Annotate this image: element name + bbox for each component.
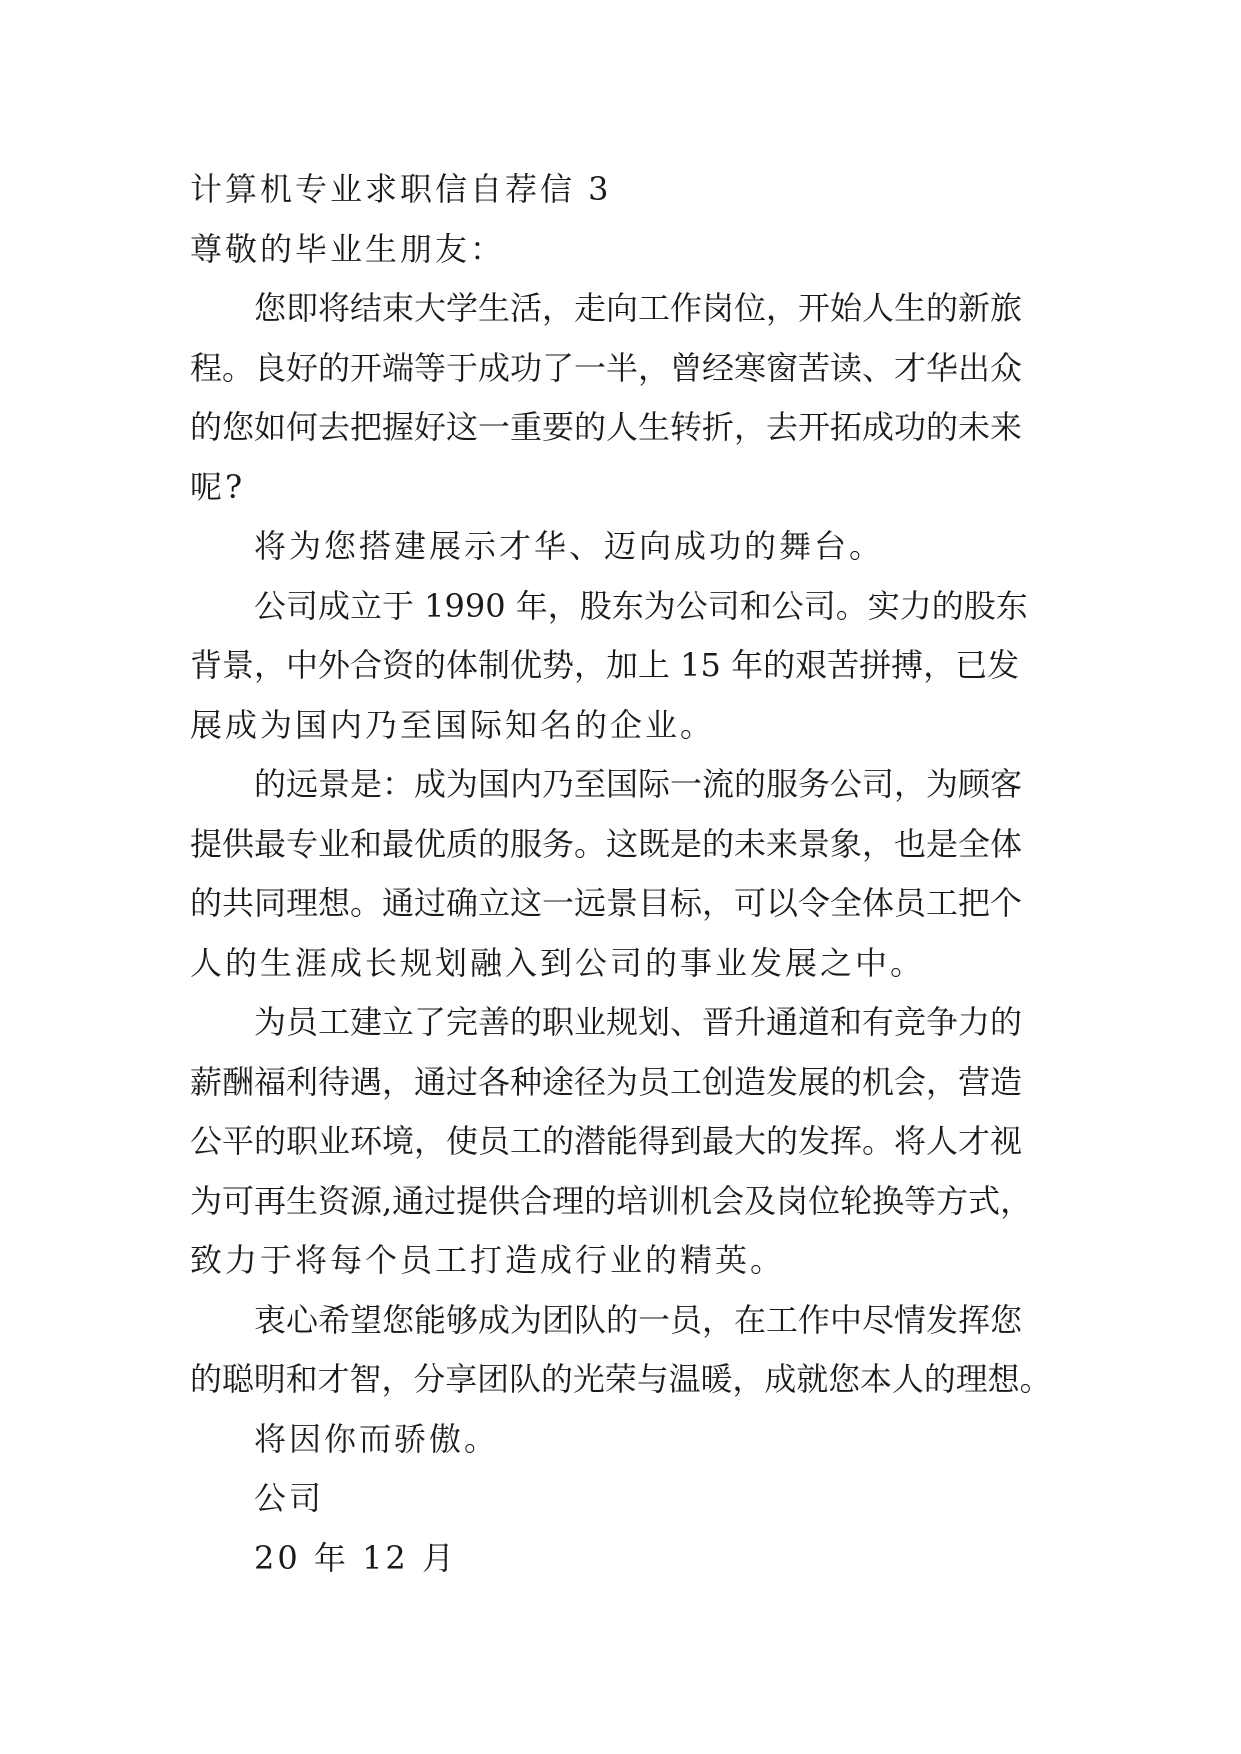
paragraph-wish (190, 1291, 1052, 1410)
paragraph-line: 衷心希望您能够成为团队的一员，在工作中尽情发挥您 (254, 1300, 1023, 1339)
paragraph-line: 公司成立于 1990 年，股东为公司和公司。实力的股东 (254, 586, 1028, 625)
signature: 公司 (254, 1479, 325, 1517)
paragraph-line: 您即将结束大学生活，走向工作岗位，开始人生的新旅 (254, 289, 1023, 327)
paragraph-line: 展成为国内乃至国际知名的企业。 (190, 705, 716, 744)
paragraph-intro (190, 279, 1052, 517)
paragraph-line: 背景，中外合资的体制优势，加上 15 年的艰苦拼搏，已发 (190, 646, 1020, 684)
paragraph-company (190, 577, 1052, 756)
paragraph-line: 致力于将每个员工打造成行业的精英。 (190, 1241, 786, 1279)
paragraph-stage (190, 517, 1052, 577)
paragraph-line: 的聪明和才智，分享团队的光荣与温暖，成就您本人的理想。 (190, 1360, 1052, 1398)
paragraph-line: 将为您搭建展示才华、迈向成功的舞台。 (254, 527, 885, 565)
paragraph-line: 为员工建立了完善的职业规划、晋升通道和有竞争力的 (254, 1003, 1023, 1041)
paragraph-line: 人的生涯成长规划融入到公司的事业发展之中。 (190, 943, 926, 982)
paragraph-line: 的共同理想。通过确立这一远景目标，可以令全体员工把个 (190, 884, 1023, 922)
paragraph-line: 提供最专业和最优质的服务。这既是的未来景象，也是全体 (190, 824, 1023, 863)
paragraph-line: 为可再生资源,通过提供合理的培训机会及岗位轮换等方式， (190, 1181, 1033, 1220)
paragraph-vision (190, 755, 1052, 993)
paragraph-line: 的远景是：成为国内乃至国际一流的服务公司，为顾客 (254, 765, 1023, 803)
paragraph-line: 的您如何去把握好这一重要的人生转折，去开拓成功的未来 (190, 408, 1023, 446)
paragraph-line: 将因你而骄傲。 (254, 1419, 500, 1458)
letter-body (190, 160, 1052, 1588)
document-title: 计算机专业求职信自荐信 3 (190, 170, 612, 208)
paragraph-line: 薪酬福利待遇，通过各种途径为员工创造发展的机会，营造 (190, 1062, 1023, 1101)
salutation: 尊敬的毕业生朋友： (190, 229, 506, 268)
paragraph-line: 程。良好的开端等于成功了一半，曾经寒窗苦读、才华出众 (190, 348, 1023, 387)
paragraph-closing (190, 1410, 1052, 1470)
paragraph-line: 呢? (190, 467, 246, 506)
letter-date: 20 年 12 月 (254, 1538, 457, 1577)
paragraph-line: 公平的职业环境，使员工的潜能得到最大的发挥。将人才视 (190, 1122, 1023, 1160)
paragraph-career (190, 993, 1052, 1291)
